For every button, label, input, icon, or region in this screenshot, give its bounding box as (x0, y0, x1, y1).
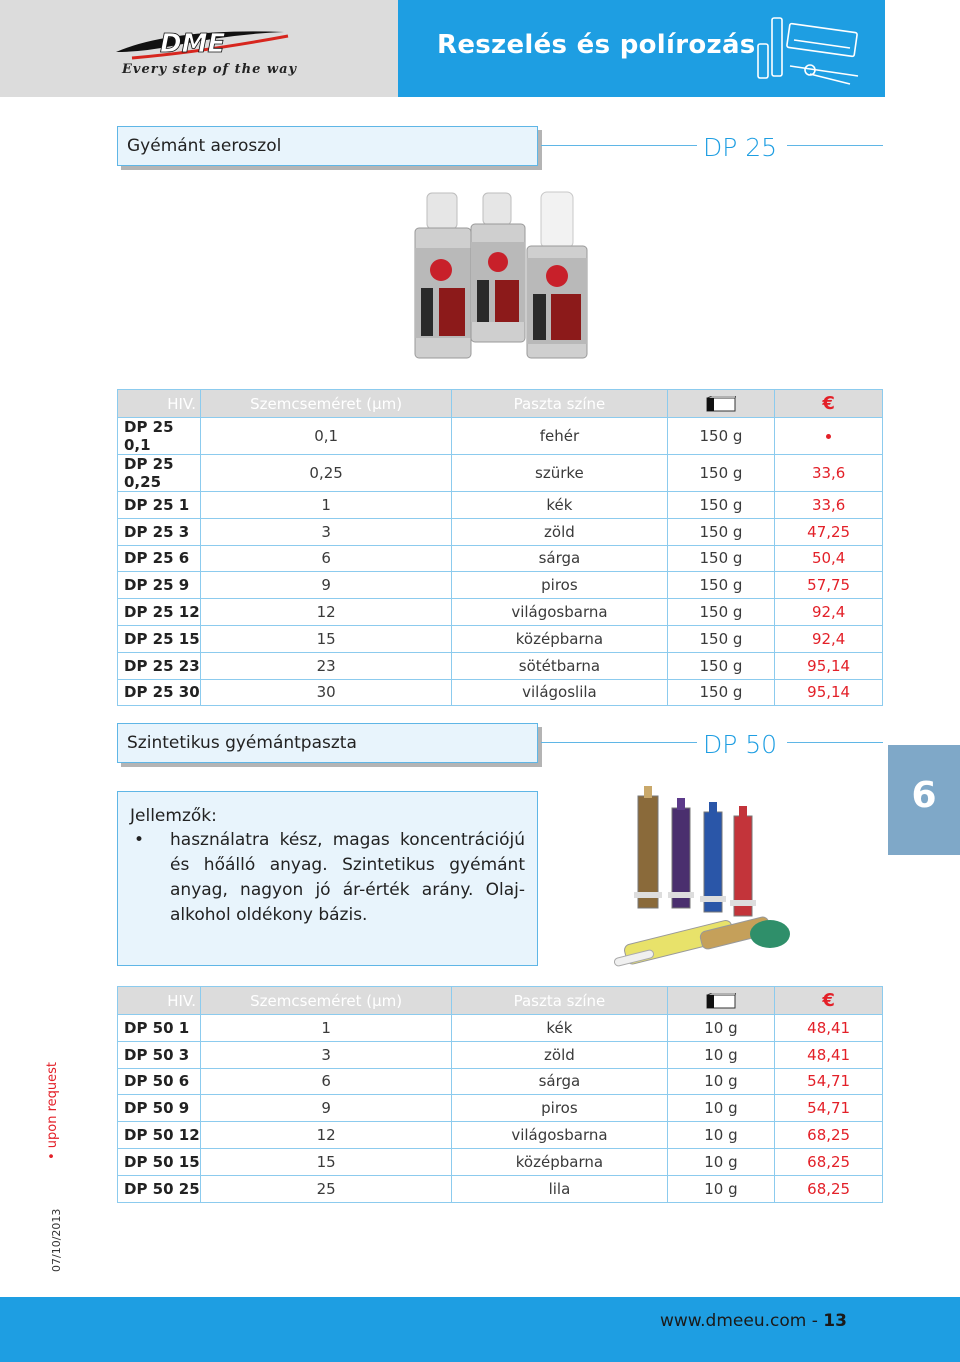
paste-color-cell: piros (452, 572, 667, 599)
grain-size-cell: 9 (201, 572, 452, 599)
ref-cell: DP 25 23 (118, 652, 201, 679)
ref-cell: DP 50 15 (118, 1148, 201, 1175)
grain-size-cell: 1 (201, 492, 452, 519)
paste-color-cell: zöld (452, 518, 667, 545)
table-row (118, 1122, 883, 1149)
date-stamp: 07/10/2013 (50, 1208, 63, 1272)
table-row (118, 492, 883, 519)
paste-color-cell: szürke (452, 455, 667, 492)
upon-request-note: • upon request (45, 1061, 60, 1160)
ref-cell: DP 50 6 (118, 1068, 201, 1095)
grain-size-cell: 12 (201, 1122, 452, 1149)
price-cell: 68,25 (775, 1122, 883, 1149)
ref-cell: DP 50 1 (118, 1015, 201, 1042)
quantity-cell: 10 g (667, 1095, 775, 1122)
table-row (118, 1015, 883, 1042)
paste-color-cell: világosbarna (452, 1122, 667, 1149)
table-row (118, 1148, 883, 1175)
feature-item: • használatra kész, magas koncentrációjú és hőálló anyag. Szintetikus gyémánt anyag, nagyon jó ár-érték arány. Olaj-alkohol oldékony bázis. (170, 828, 525, 928)
table-row (118, 455, 883, 492)
ref-cell: DP 25 0,25 (118, 455, 201, 492)
divider-line (541, 145, 697, 146)
column-header-package (667, 987, 775, 1015)
features-list (130, 828, 525, 928)
grain-size-cell: 0,1 (201, 418, 452, 455)
ref-cell: DP 25 3 (118, 518, 201, 545)
paste-color-cell: kék (452, 1015, 667, 1042)
product-code-dp50: DP 50 (703, 730, 778, 759)
price-cell: 33,6 (775, 455, 883, 492)
page-title: Reszelés és polírozás (437, 30, 756, 60)
footer-separator: - (806, 1311, 824, 1331)
grain-size-cell: 25 (201, 1175, 452, 1202)
price-cell: 33,6 (775, 492, 883, 519)
grain-size-cell: 23 (201, 652, 452, 679)
table-row (118, 545, 883, 572)
product-code-dp25: DP 25 (703, 133, 778, 162)
paste-color-cell: sötétbarna (452, 652, 667, 679)
section-banner-synthetic-paste: Szintetikus gyémántpaszta (117, 723, 538, 763)
price-cell: 48,41 (775, 1015, 883, 1042)
ref-cell: DP 50 25 (118, 1175, 201, 1202)
section-banner-aerosol: Gyémánt aeroszol (117, 126, 538, 166)
table-row (118, 518, 883, 545)
grain-size-cell: 6 (201, 1068, 452, 1095)
table-row (118, 625, 883, 652)
table-row (118, 679, 883, 706)
price-cell: 68,25 (775, 1175, 883, 1202)
quantity-cell: 150 g (667, 679, 775, 706)
quantity-cell: 10 g (667, 1041, 775, 1068)
chapter-number: 6 (911, 775, 937, 816)
logo-tagline: Every step of the way (122, 62, 298, 77)
paste-color-cell: fehér (452, 418, 667, 455)
grain-size-cell: 15 (201, 1148, 452, 1175)
grain-size-cell: 6 (201, 545, 452, 572)
quantity-cell: 150 g (667, 545, 775, 572)
footer-text (660, 1311, 847, 1331)
paste-color-cell: világosbarna (452, 599, 667, 626)
ref-cell: DP 25 15 (118, 625, 201, 652)
table-row (118, 1068, 883, 1095)
dp25-product-table (117, 389, 883, 706)
diamond-spray-cans-image (405, 188, 600, 362)
paste-color-cell: sárga (452, 1068, 667, 1095)
ref-cell: DP 25 0,1 (118, 418, 201, 455)
quantity-cell: 150 g (667, 572, 775, 599)
paste-color-cell: középbarna (452, 1148, 667, 1175)
grain-size-cell: 0,25 (201, 455, 452, 492)
column-header-grain-size: Szemcseméret (µm) (201, 987, 452, 1015)
price-cell: 57,75 (775, 572, 883, 599)
price-cell: 95,14 (775, 652, 883, 679)
quantity-cell: 150 g (667, 492, 775, 519)
column-header-ref: HIV. (118, 987, 201, 1015)
grain-size-cell: 9 (201, 1095, 452, 1122)
paste-color-cell: piros (452, 1095, 667, 1122)
ref-cell: DP 50 3 (118, 1041, 201, 1068)
quantity-cell: 10 g (667, 1175, 775, 1202)
quantity-cell: 10 g (667, 1122, 775, 1149)
quantity-cell: 10 g (667, 1015, 775, 1042)
price-cell: 95,14 (775, 679, 883, 706)
paste-color-cell: lila (452, 1175, 667, 1202)
ref-cell: DP 50 12 (118, 1122, 201, 1149)
grain-size-cell: 15 (201, 625, 452, 652)
features-box (117, 791, 538, 966)
upon-request-dot (826, 434, 831, 439)
price-cell: 92,4 (775, 599, 883, 626)
grain-size-cell: 3 (201, 1041, 452, 1068)
grain-size-cell: 12 (201, 599, 452, 626)
dp50-product-table (117, 986, 883, 1203)
price-cell: 50,4 (775, 545, 883, 572)
price-cell: 54,71 (775, 1068, 883, 1095)
grain-size-cell: 3 (201, 518, 452, 545)
package-icon (706, 993, 736, 1009)
quantity-cell: 150 g (667, 518, 775, 545)
diamond-paste-syringes-image (610, 782, 798, 978)
price-cell: 68,25 (775, 1148, 883, 1175)
table-row (118, 572, 883, 599)
features-title: Jellemzők: (130, 806, 217, 826)
quantity-cell: 10 g (667, 1148, 775, 1175)
quantity-cell: 10 g (667, 1068, 775, 1095)
column-header-package (667, 390, 775, 418)
column-header-grain-size: Szemcseméret (µm) (201, 390, 452, 418)
quantity-cell: 150 g (667, 418, 775, 455)
column-header-paste-color: Paszta színe (452, 987, 667, 1015)
divider-line (787, 742, 883, 743)
ref-cell: DP 25 1 (118, 492, 201, 519)
quantity-cell: 150 g (667, 625, 775, 652)
price-cell: 48,41 (775, 1041, 883, 1068)
table-row (118, 599, 883, 626)
price-cell (775, 418, 883, 455)
paste-color-cell: kék (452, 492, 667, 519)
quantity-cell: 150 g (667, 652, 775, 679)
column-header-ref: HIV. (118, 390, 201, 418)
ref-cell: DP 25 9 (118, 572, 201, 599)
paste-color-cell: világoslila (452, 679, 667, 706)
divider-line (541, 742, 697, 743)
price-cell: 47,25 (775, 518, 883, 545)
table-header-row (118, 987, 883, 1015)
column-header-price-euro: € (775, 987, 883, 1015)
logo-brand-text: DME (160, 29, 226, 59)
grain-size-cell: 30 (201, 679, 452, 706)
ref-cell: DP 50 9 (118, 1095, 201, 1122)
polishing-tools-icon (750, 10, 865, 88)
table-row (118, 652, 883, 679)
page-number: 13 (823, 1311, 847, 1331)
price-cell: 92,4 (775, 625, 883, 652)
quantity-cell: 150 g (667, 455, 775, 492)
table-header-row (118, 390, 883, 418)
quantity-cell: 150 g (667, 599, 775, 626)
ref-cell: DP 25 12 (118, 599, 201, 626)
grain-size-cell: 1 (201, 1015, 452, 1042)
table-row (118, 1041, 883, 1068)
price-cell: 54,71 (775, 1095, 883, 1122)
divider-line (787, 145, 883, 146)
paste-color-cell: zöld (452, 1041, 667, 1068)
ref-cell: DP 25 6 (118, 545, 201, 572)
column-header-paste-color: Paszta színe (452, 390, 667, 418)
footer-website-link[interactable]: www.dmeeu.com (660, 1311, 807, 1331)
table-row (118, 1095, 883, 1122)
ref-cell: DP 25 30 (118, 679, 201, 706)
table-row (118, 418, 883, 455)
table-row (118, 1175, 883, 1202)
column-header-price-euro: € (775, 390, 883, 418)
paste-color-cell: középbarna (452, 625, 667, 652)
package-icon (706, 396, 736, 412)
paste-color-cell: sárga (452, 545, 667, 572)
